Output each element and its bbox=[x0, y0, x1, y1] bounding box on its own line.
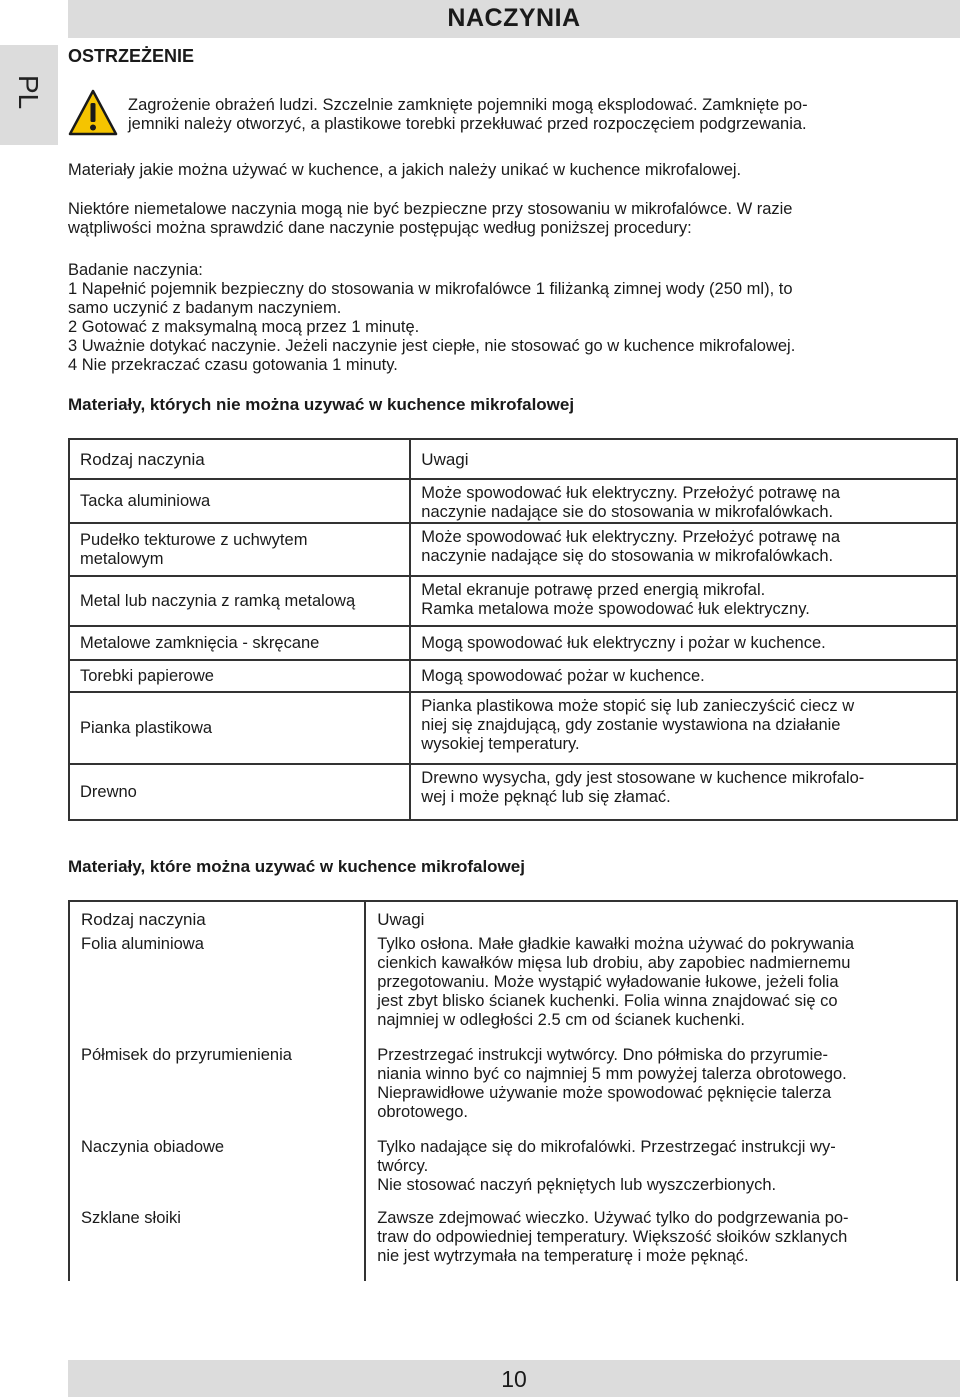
table-header-row bbox=[69, 439, 957, 479]
nonmetal-line: wątpliwości można sprawdzić dane naczynie postępując według poniższej procedury: bbox=[68, 219, 692, 237]
cell-text: jest zbyt blisko ścianek kuchenki. Folia winna znajdować się co bbox=[377, 992, 838, 1010]
nonmetal-line: Niektóre niemetalowe naczynia mogą nie być bezpieczne przy stosowaniu w mikrofalówce. W razie bbox=[68, 200, 793, 218]
cell-text: wysokiej temperatury. bbox=[421, 735, 580, 753]
type-cell bbox=[69, 576, 410, 626]
table-row bbox=[69, 479, 957, 523]
cell-text: przegotowaniu. Może wystąpić wyładowanie łukowe, jeżeli folia bbox=[377, 973, 839, 991]
cell-text: Pudełko tekturowe z uchwytem bbox=[80, 530, 308, 549]
warning-line: Zagrożenie obrażeń ludzi. Szczelnie zamknięte pojemniki mogą eksplodować. Zamknięte po- bbox=[128, 96, 808, 114]
table-row bbox=[69, 1046, 957, 1138]
cell-text: Szklane słoiki bbox=[81, 1209, 181, 1227]
test-line: samo uczynić z badanym naczyniem. bbox=[68, 299, 342, 317]
cell-text: niania winno być co najmniej 5 mm powyżej talerza obrotowego. bbox=[377, 1065, 847, 1083]
note-cell bbox=[410, 692, 957, 764]
intro-line: Materiały jakie można używać w kuchence, a jakich należy unikać w kuchence mikrofalowej. bbox=[68, 161, 742, 179]
cell-text: Torebki papierowe bbox=[80, 666, 214, 685]
cell-text: twórcy. bbox=[377, 1157, 429, 1175]
type-cell bbox=[69, 523, 410, 576]
cell-text: naczynie nadające się do stosowania w mikrofalówkach. bbox=[421, 547, 834, 565]
intro-paragraph bbox=[68, 161, 948, 180]
cell-text: Nieprawidłowe używanie może spowodować pęknięcie talerza bbox=[377, 1084, 832, 1102]
column-header-notes: Uwagi bbox=[410, 439, 957, 479]
cell-text: naczynie nadające sie do stosowania w mikrofalówkach. bbox=[421, 503, 834, 521]
type-cell bbox=[69, 764, 410, 820]
type-cell bbox=[69, 479, 410, 523]
warning-text bbox=[128, 96, 928, 134]
cell-text: niej się znajdującą, gdy zostanie wystawiona na działanie bbox=[421, 716, 841, 734]
note-cell bbox=[365, 1138, 957, 1209]
cell-text: Folia aluminiowa bbox=[81, 935, 204, 953]
note-cell bbox=[365, 1046, 957, 1138]
unsafe-materials-heading: Materiały, których nie można uzywać w kuchence mikrofalowej bbox=[68, 395, 575, 414]
table-row bbox=[69, 692, 957, 764]
type-cell bbox=[69, 935, 365, 1046]
cell-text: Tylko nadające się do mikrofalówki. Przestrzegać instrukcji wy- bbox=[377, 1138, 836, 1156]
table-row bbox=[69, 1138, 957, 1209]
note-cell bbox=[410, 576, 957, 626]
table-row bbox=[69, 1209, 957, 1281]
cell-text: obrotowego. bbox=[377, 1103, 469, 1121]
cell-text: najmniej w odległości 2.5 cm od ścianek kuchenki. bbox=[377, 1011, 745, 1029]
unsafe-materials-table bbox=[68, 438, 958, 821]
header-bar bbox=[68, 0, 960, 38]
page-title: NACZYNIA bbox=[447, 4, 581, 32]
cell-text: Drewno bbox=[80, 782, 137, 801]
cell-text: Półmisek do przyrumienienia bbox=[81, 1046, 292, 1064]
note-cell bbox=[410, 626, 957, 660]
warning-heading: OSTRZEŻENIE bbox=[68, 46, 195, 66]
note-cell bbox=[365, 1209, 957, 1281]
test-line: Badanie naczynia: bbox=[68, 261, 203, 279]
cell-text: Zawsze zdejmować wieczko. Używać tylko do podgrzewania po- bbox=[377, 1209, 849, 1227]
language-tab bbox=[0, 45, 58, 145]
safe-materials-heading: Materiały, które można uzywać w kuchence mikrofalowej bbox=[68, 857, 525, 876]
cell-text: Ramka metalowa może spowodować łuk elektryczny. bbox=[421, 600, 810, 618]
type-cell bbox=[69, 626, 410, 660]
cell-text: Przestrzegać instrukcji wytwórcy. Dno półmiska do przyrumie- bbox=[377, 1046, 829, 1064]
cell-text: metalowym bbox=[80, 549, 164, 568]
note-cell bbox=[410, 523, 957, 576]
cell-text: Metal lub naczynia z ramką metalową bbox=[80, 591, 356, 610]
cell-text: Pianka plastikowa może stopić się lub zanieczyścić ciecz w bbox=[421, 697, 855, 715]
type-cell bbox=[69, 660, 410, 692]
language-label: PL bbox=[13, 75, 44, 110]
cell-text: Mogą spowodować pożar w kuchence. bbox=[421, 666, 705, 685]
cell-text: Pianka plastikowa bbox=[80, 718, 213, 737]
cell-text: Mogą spowodować łuk elektryczny i pożar w kuchence. bbox=[421, 633, 826, 652]
type-cell bbox=[69, 1046, 365, 1138]
warning-line: jemniki należy otworzyć, a plastikowe torebki przekłuwać przed rozpoczęciem podgrzewania. bbox=[128, 115, 807, 133]
cell-text: Tacka aluminiowa bbox=[80, 491, 211, 510]
column-header-notes: Uwagi bbox=[365, 901, 957, 935]
footer-bar bbox=[68, 1360, 960, 1397]
type-cell bbox=[69, 1209, 365, 1281]
table-row bbox=[69, 576, 957, 626]
test-procedure bbox=[68, 261, 948, 375]
safe-materials-table bbox=[68, 900, 958, 1281]
nonmetal-paragraph bbox=[68, 200, 948, 238]
test-line: 1 Napełnić pojemnik bezpieczny do stosowania w mikrofalówce 1 filiżanką zimnej wody (250 ml), to bbox=[68, 280, 793, 298]
note-cell bbox=[410, 660, 957, 692]
cell-text: nie jest wytrzymała na temperaturę i może pęknąć. bbox=[377, 1247, 749, 1265]
test-line: 3 Uważnie dotykać naczynie. Jeżeli naczynie jest ciepłe, nie stosować go w kuchence mikrofalowej. bbox=[68, 337, 796, 355]
cell-text: Metalowe zamknięcia - skręcane bbox=[80, 633, 320, 652]
note-cell bbox=[410, 764, 957, 820]
column-header-type: Rodzaj naczynia bbox=[69, 439, 410, 479]
cell-text: Może spowodować łuk elektryczny. Przełożyć potrawę na bbox=[421, 528, 841, 546]
table-row bbox=[69, 660, 957, 692]
type-cell bbox=[69, 1138, 365, 1209]
warning-triangle-icon bbox=[68, 88, 118, 138]
column-header-type: Rodzaj naczynia bbox=[69, 901, 365, 935]
note-cell bbox=[365, 935, 957, 1046]
table-row bbox=[69, 764, 957, 820]
cell-text: Naczynia obiadowe bbox=[81, 1138, 225, 1156]
table-row bbox=[69, 523, 957, 576]
cell-text: Tylko osłona. Małe gładkie kawałki można używać do pokrywania bbox=[377, 935, 855, 953]
cell-text: traw do odpowiedniej temperatury. Większość słoików szklanych bbox=[377, 1228, 848, 1246]
note-cell bbox=[410, 479, 957, 523]
cell-text: Drewno wysycha, gdy jest stosowane w kuchence mikrofalo- bbox=[421, 769, 865, 787]
cell-text: Może spowodować łuk elektryczny. Przełożyć potrawę na bbox=[421, 484, 841, 502]
table-header-row bbox=[69, 901, 957, 935]
page-number: 10 bbox=[501, 1366, 527, 1392]
cell-text: cienkich kawałków mięsa lub drobiu, aby zapobiec nadmiernemu bbox=[377, 954, 851, 972]
table-row bbox=[69, 626, 957, 660]
cell-text: Nie stosować naczyń pękniętych lub wyszczerbionych. bbox=[377, 1176, 777, 1194]
test-line: 2 Gotować z maksymalną mocą przez 1 minutę. bbox=[68, 318, 420, 336]
type-cell bbox=[69, 692, 410, 764]
table-row bbox=[69, 935, 957, 1046]
test-line: 4 Nie przekraczać czasu gotowania 1 minuty. bbox=[68, 356, 398, 374]
cell-text: Metal ekranuje potrawę przed energią mikrofal. bbox=[421, 581, 766, 599]
cell-text: wej i może pęknąć lub się złamać. bbox=[421, 788, 671, 806]
